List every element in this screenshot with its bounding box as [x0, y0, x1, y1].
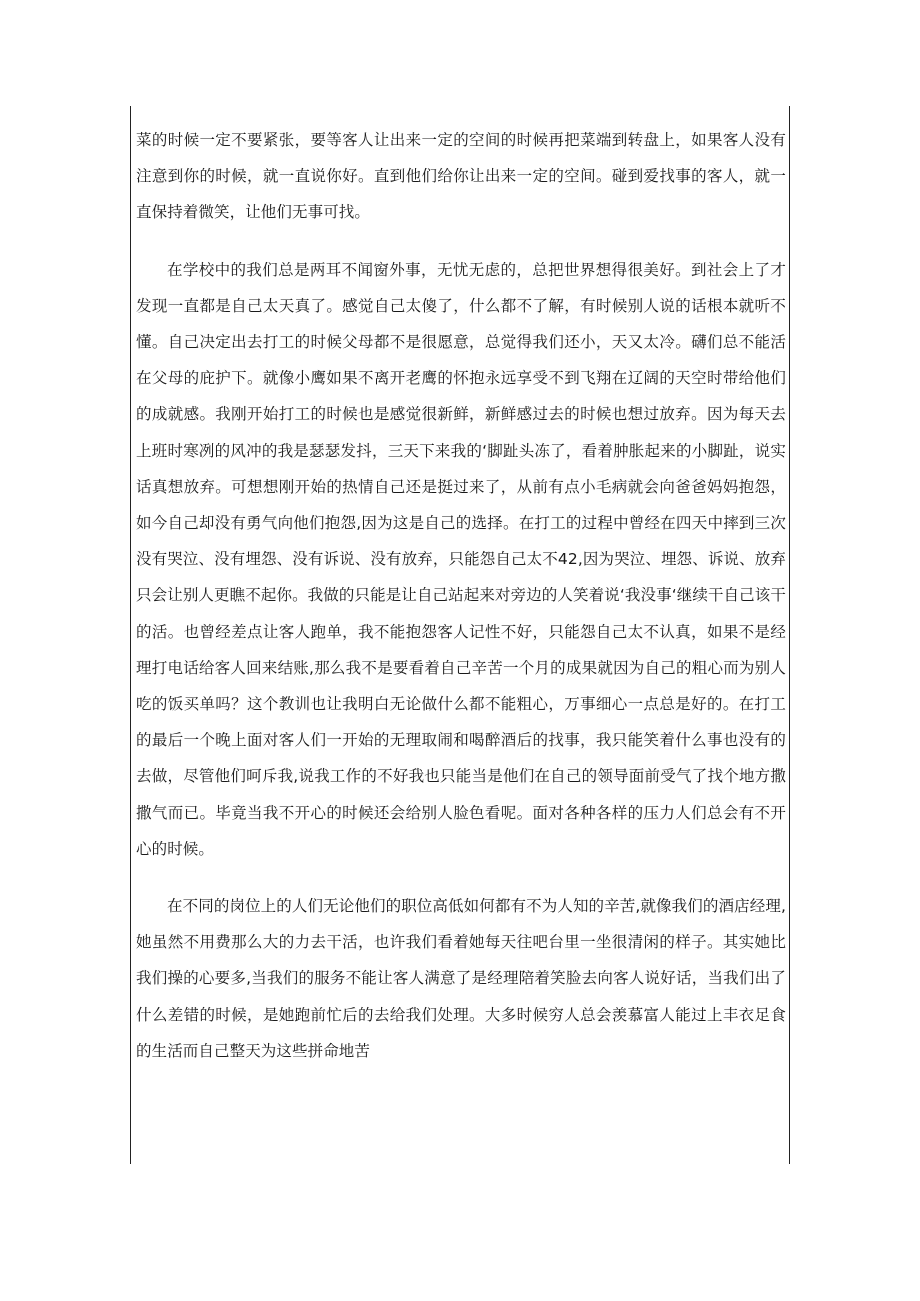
paragraph-3: 在不同的岗位上的人们无论他们的职位高低如何都有不为人知的辛苦,就像我们的酒店经理,她虽然不用费那么大的力去干活，也许我们看着她每天往吧台里一坐很清闲的样子。其实她比我们操的心要多,当我们的服务不能让客人满意了是经理陪着笑脸去向客人说好话，当我们出了什么差错的时候，是她跑前忙后的去给我们处理。大多时候穷人总会羡慕富人能过上丰衣足食的生活而自己整天为这些拼命地苦 [136, 897, 786, 1060]
page-border-right [789, 106, 790, 1164]
paragraph-1: 菜的时候一定不要紧张，要等客人让出来一定的空间的时候再把菜端到转盘上，如果客人没有注意到你的时候，就一直说你好。直到他们给你让出来一定的空间。碰到爱找事的客人，就一直保持着微笑，让他们无事可找。 [136, 131, 786, 222]
paragraph-2: 在学校中的我们总是两耳不闻窗外事，无忧无虑的，总把世界想得很美好。到社会上了才发现一直都是自己太天真了。感觉自己太傻了，什么都不了解，有时候别人说的话根本就听不懂。自己决定出去打工的时候父母都不是很愿意，总觉得我们还小，天又太冷。礴们总不能活在父母的庇护下。就像小鹰如果不离开老鹰的怀抱永远享受不到飞翔在辽阔的天空时带给他们的成就感。我刚开始打工的时候也是感觉很新鲜，新鲜感过去的时候也想过放弃。因为每天去上班时寒冽的风冲的我是瑟瑟发抖，三天下来我的‘脚趾头冻了，看着肿胀起来的小脚趾，说实话真想放弃。可想想刚开始的热情自己还是挺过来了，从前有点小毛病就会向爸爸妈妈抱怨，如今自己却没有勇气向他们抱怨,因为这是自己的选择。在打工的过程中曾经在四天中摔到三次没有哭泣、没有埋怨、没有诉说、没有放弃，只能怨自己太不42,因为哭泣、埋怨、诉说、放弃只会让别人更瞧不起你。我做的只能是让自己站起来对旁边的人笑着说‘我没事‘继续干自己该干的活。也曾经差点让客人跑单，我不能抱怨客人记性不好，只能怨自己太不认真，如果不是经理打电话给客人回来结账,那么我不是要看着自己辛苦一个月的成果就因为自己的粗心而为别人吃的饭买单吗？这个教训也让我明白无论做什么都不能粗心，万事细心一点总是好的。在打工的最后一个晚上面对客人们一开始的无理取闹和喝醉酒后的找事，我只能笑着什么事也没有的去做，尽管他们呵斥我,说我工作的不好我也只能当是他们在自己的领导面前受气了找个地方撒撒气而已。毕竟当我不开心的时候还会给别人脸色看呢。面对各种各样的压力人们总会有不开心的时候。 [136, 260, 786, 858]
document-body [136, 122, 786, 1069]
page-border-left [130, 106, 131, 1164]
